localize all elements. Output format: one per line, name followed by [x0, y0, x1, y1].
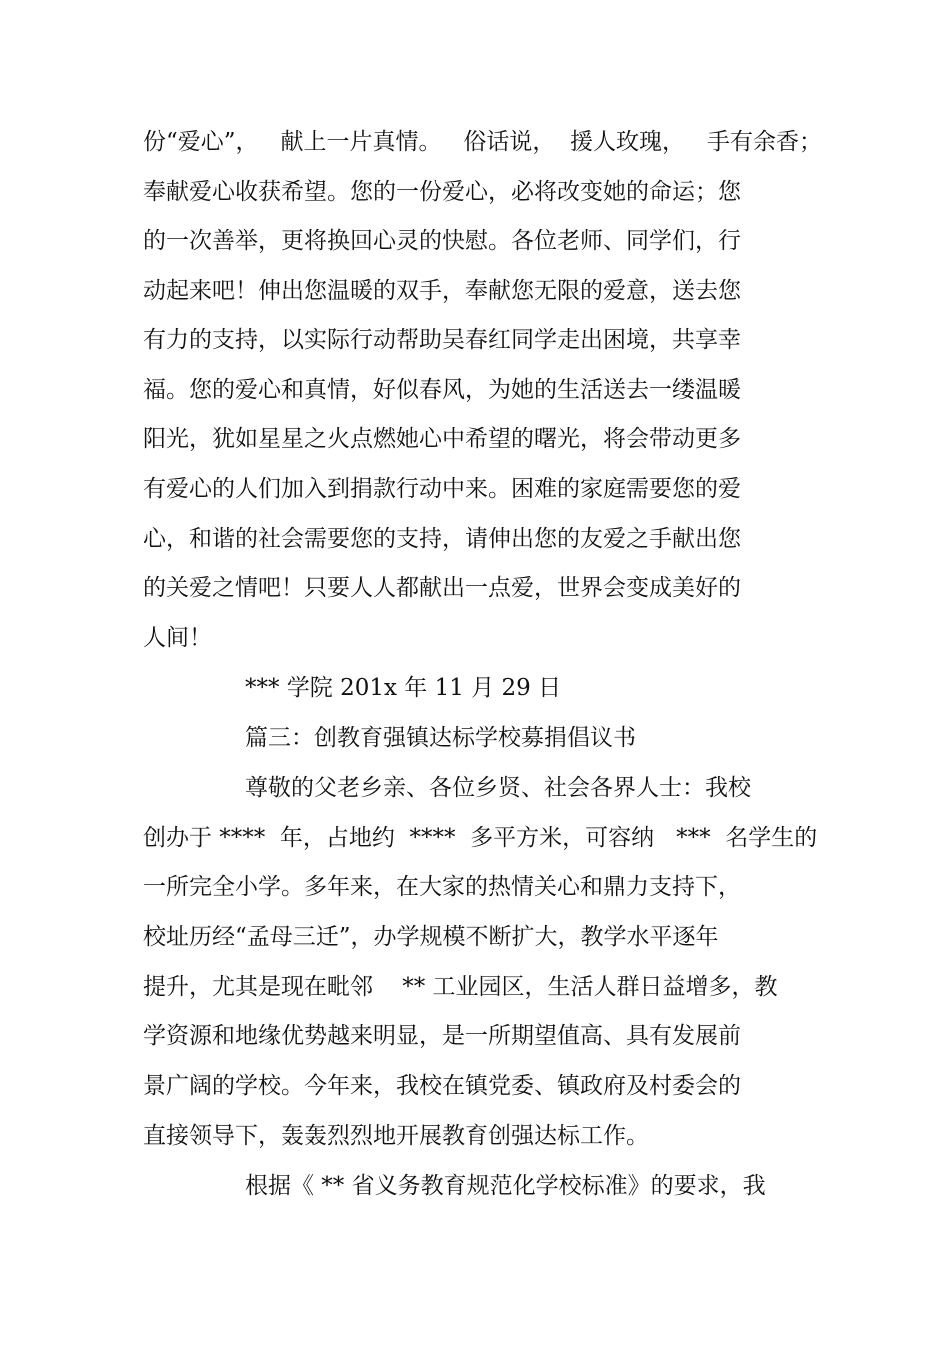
paragraph-start-line: 根据《 ** 省义务教育规范化学校标准》的要求，我 [245, 1173, 766, 1199]
text-line: 动起来吧！伸出您温暖的双手，奉献您无限的爱意，送去您 [143, 278, 741, 304]
text-line: 直接领导下，轰轰烈烈地开展教育创强达标工作。 [143, 1123, 649, 1149]
text-line: 学资源和地缘优势越来明显，是一所期望值高、具有发展前 [143, 1023, 741, 1049]
text-line: 创办于 **** 年，占地约 **** 多平方米，可容纳 *** 名学生的 [143, 825, 818, 851]
text-line: 奉献爱心收获希望。您的一份爱心，必将改变她的命运；您 [143, 179, 741, 205]
text-line: 有爱心的人们加入到捐款行动中来。困难的家庭需要您的爱 [143, 476, 741, 502]
text-line: 阳光，犹如星星之火点燃她心中希望的曙光，将会带动更多 [143, 426, 741, 452]
text-line: 福。您的爱心和真情，好似春风，为她的生活送去一缕温暖 [143, 377, 741, 403]
section-title: 篇三：创教育强镇达标学校募捐倡议书 [245, 725, 636, 751]
text-line: 的一次善举，更将换回心灵的快慰。各位老师、同学们，行 [143, 228, 741, 254]
text-line: 份“爱心”， 献上一片真情。 俗话说， 援人玫瑰， 手有余香； [143, 129, 822, 155]
signature-date: *** 学院 201x 年 11 月 29 日 [245, 675, 562, 701]
text-line: 校址历经“孟母三迁”，办学规模不断扩大，教学水平逐年 [143, 924, 719, 950]
text-line: 的关爱之情吧！只要人人都献出一点爱，世界会变成美好的 [143, 575, 741, 601]
text-line: 有力的支持，以实际行动帮助吴春红同学走出困境，共享幸 [143, 327, 741, 353]
salutation-line: 尊敬的父老乡亲、各位乡贤、社会各界人士：我校 [245, 775, 751, 801]
text-line: 心，和谐的社会需要您的支持，请伸出您的友爱之手献出您 [143, 526, 741, 552]
text-line: 一所完全小学。多年来，在大家的热情关心和鼎力支持下， [143, 874, 741, 900]
text-line: 提升，尤其是现在毗邻 ** 工业园区，生活人群日益增多，教 [143, 974, 778, 1000]
text-line: 景广阔的学校。今年来，我校在镇党委、镇政府及村委会的 [143, 1073, 741, 1099]
text-line: 人间！ [143, 625, 212, 651]
